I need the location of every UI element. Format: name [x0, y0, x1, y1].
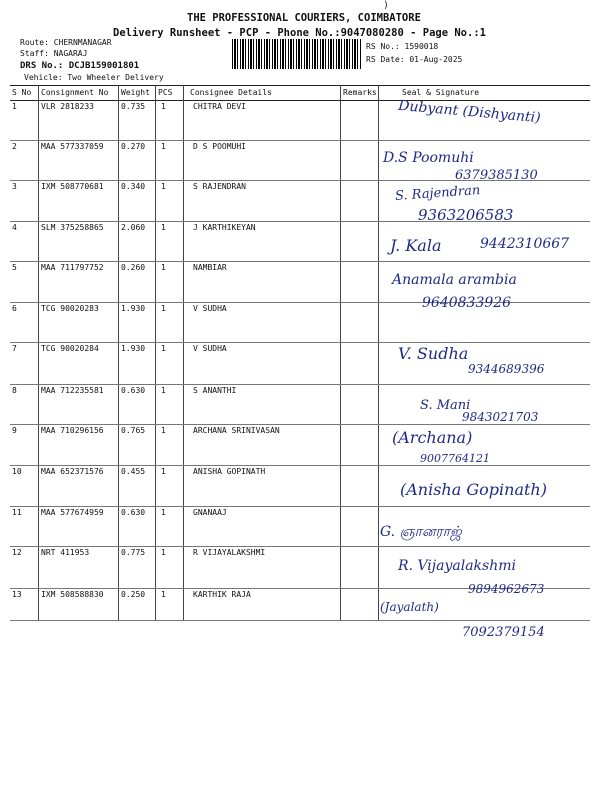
cell-weight: 0.270 [121, 142, 146, 151]
cell-consignee: ANISHA GOPINATH [193, 467, 266, 476]
handwritten-signature: 6379385130 [455, 168, 538, 183]
handwritten-signature: V. Sudha [398, 344, 469, 363]
col-divider-5 [340, 85, 341, 620]
cell-consignment-no: MAA 577674959 [41, 508, 104, 517]
cell-pcs: 1 [161, 102, 166, 111]
cell-weight: 0.260 [121, 263, 146, 272]
cell-weight: 0.250 [121, 590, 146, 599]
rs-number: RS No.: 1590018 [366, 42, 439, 51]
row-divider [10, 546, 590, 547]
cell-weight: 0.765 [121, 426, 146, 435]
stray-mark: ) [383, 0, 390, 11]
handwritten-signature: Anamala arambia [392, 272, 517, 288]
cell-consignment-no: MAA 577337059 [41, 142, 104, 151]
handwritten-signature: 9344689396 [468, 362, 545, 376]
cell-consignee: S ANANTHI [193, 386, 237, 395]
handwritten-signature: Dubyant (Dishyanti) [397, 97, 542, 127]
handwritten-signature: 9007764121 [420, 452, 490, 465]
handwritten-signature: S. Rajendran [394, 183, 481, 204]
cell-consignee: ARCHANA SRINIVASAN [193, 426, 280, 435]
cell-consignment-no: TCG 90020284 [41, 344, 99, 353]
cell-consignee: CHITRA DEVI [193, 102, 246, 111]
cell-consignment-no: MAA 711797752 [41, 263, 104, 272]
cell-consignee: V SUDHA [193, 344, 227, 353]
rs-date: RS Date: 01-Aug-2025 [366, 55, 463, 64]
col-header-sno: S No [12, 88, 32, 97]
handwritten-signature: (Archana) [392, 428, 473, 447]
cell-pcs: 1 [161, 182, 166, 191]
cell-weight: 0.775 [121, 548, 146, 557]
row-divider [10, 424, 590, 425]
handwritten-signature: 9894962673 [468, 582, 545, 596]
row-divider [10, 261, 590, 262]
handwritten-signature: R. Vijayalakshmi [398, 558, 516, 574]
handwritten-signature: G. ஞானராஜ் [380, 524, 462, 540]
cell-consignment-no: TCG 90020283 [41, 304, 99, 313]
cell-pcs: 1 [161, 263, 166, 272]
cell-sno: 12 [12, 548, 22, 557]
cell-pcs: 1 [161, 426, 166, 435]
cell-consignment-no: VLR 2818233 [41, 102, 94, 111]
handwritten-signature: D.S Poomuhi [383, 150, 474, 166]
cell-consignee: KARTHIK RAJA [193, 590, 251, 599]
handwritten-signature: S. Mani [420, 398, 471, 413]
cell-sno: 4 [12, 223, 17, 232]
row-divider [10, 140, 590, 141]
col-divider-3 [155, 85, 156, 620]
cell-sno: 8 [12, 386, 17, 395]
cell-consignment-no: MAA 712235581 [41, 386, 104, 395]
cell-sno: 1 [12, 102, 17, 111]
row-divider [10, 465, 590, 466]
cell-consignee: S RAJENDRAN [193, 182, 246, 191]
cell-consignee: NAMBIAR [193, 263, 227, 272]
runsheet-subtitle: Delivery Runsheet - PCP - Phone No.:9047080280 - Page No.:1 [113, 27, 486, 39]
cell-weight: 2.060 [121, 223, 146, 232]
col-divider-1 [38, 85, 39, 620]
handwritten-signature: 9640833926 [422, 295, 512, 311]
handwritten-signature: (Jayalath) [380, 600, 439, 614]
cell-weight: 0.630 [121, 508, 146, 517]
handwritten-signature: J. Kala [390, 236, 442, 255]
handwritten-signature: 9442310667 [480, 236, 570, 252]
table-header-rule [10, 100, 590, 101]
cell-pcs: 1 [161, 344, 166, 353]
drs-number: DRS No.: DCJB159001801 [20, 61, 140, 71]
route-label: Route: CHERNMANAGAR [20, 38, 112, 47]
row-divider [10, 506, 590, 507]
cell-weight: 0.340 [121, 182, 146, 191]
cell-sno: 9 [12, 426, 17, 435]
cell-consignee: V SUDHA [193, 304, 227, 313]
col-header-pcs: PCS [158, 88, 173, 97]
cell-weight: 1.930 [121, 344, 146, 353]
cell-pcs: 1 [161, 223, 166, 232]
row-divider [10, 384, 590, 385]
vehicle-label: Vehicle: Two Wheeler Delivery [24, 73, 164, 82]
cell-sno: 7 [12, 344, 17, 353]
cell-consignment-no: IXM 508770681 [41, 182, 104, 191]
cell-consignment-no: NRT 411953 [41, 548, 90, 557]
cell-weight: 0.630 [121, 386, 146, 395]
cell-sno: 3 [12, 182, 17, 191]
col-header-remarks: Remarks [343, 88, 377, 97]
cell-consignment-no: MAA 652371576 [41, 467, 104, 476]
handwritten-signature: 9843021703 [462, 410, 539, 424]
cell-sno: 2 [12, 142, 17, 151]
cell-consignee: J KARTHIKEYAN [193, 223, 256, 232]
cell-consignee: D S POOMUHI [193, 142, 246, 151]
cell-sno: 13 [12, 590, 22, 599]
handwritten-signature: 9363206583 [418, 206, 514, 224]
cell-weight: 1.930 [121, 304, 146, 313]
cell-consignment-no: MAA 710296156 [41, 426, 104, 435]
row-divider [10, 620, 590, 621]
company-title: THE PROFESSIONAL COURIERS, COIMBATORE [187, 12, 421, 24]
row-divider [10, 342, 590, 343]
cell-pcs: 1 [161, 304, 166, 313]
cell-weight: 0.735 [121, 102, 146, 111]
cell-pcs: 1 [161, 467, 166, 476]
col-divider-2 [118, 85, 119, 620]
cell-consignee: GNANAAJ [193, 508, 227, 517]
cell-pcs: 1 [161, 508, 166, 517]
col-header-weight: Weight [121, 88, 150, 97]
cell-consignment-no: SLM 375258865 [41, 223, 104, 232]
table-top-rule [10, 85, 590, 86]
cell-weight: 0.455 [121, 467, 146, 476]
cell-pcs: 1 [161, 142, 166, 151]
col-header-seal: Seal & Signature [402, 88, 480, 97]
col-divider-4 [183, 85, 184, 620]
staff-label: Staff: NAGARAJ [20, 49, 88, 58]
cell-sno: 11 [12, 508, 22, 517]
cell-sno: 10 [12, 467, 22, 476]
col-header-consignment: Consignment No [41, 88, 109, 97]
cell-pcs: 1 [161, 548, 166, 557]
handwritten-signature: 7092379154 [462, 625, 545, 640]
col-header-consignee: Consignee Details [190, 88, 272, 97]
cell-consignee: R VIJAYALAKSHMI [193, 548, 266, 557]
barcode [232, 39, 362, 69]
cell-consignment-no: IXM 508588830 [41, 590, 104, 599]
cell-pcs: 1 [161, 386, 166, 395]
handwritten-signature: (Anisha Gopinath) [400, 480, 547, 499]
cell-pcs: 1 [161, 590, 166, 599]
col-divider-6 [378, 85, 379, 620]
cell-sno: 5 [12, 263, 17, 272]
cell-sno: 6 [12, 304, 17, 313]
